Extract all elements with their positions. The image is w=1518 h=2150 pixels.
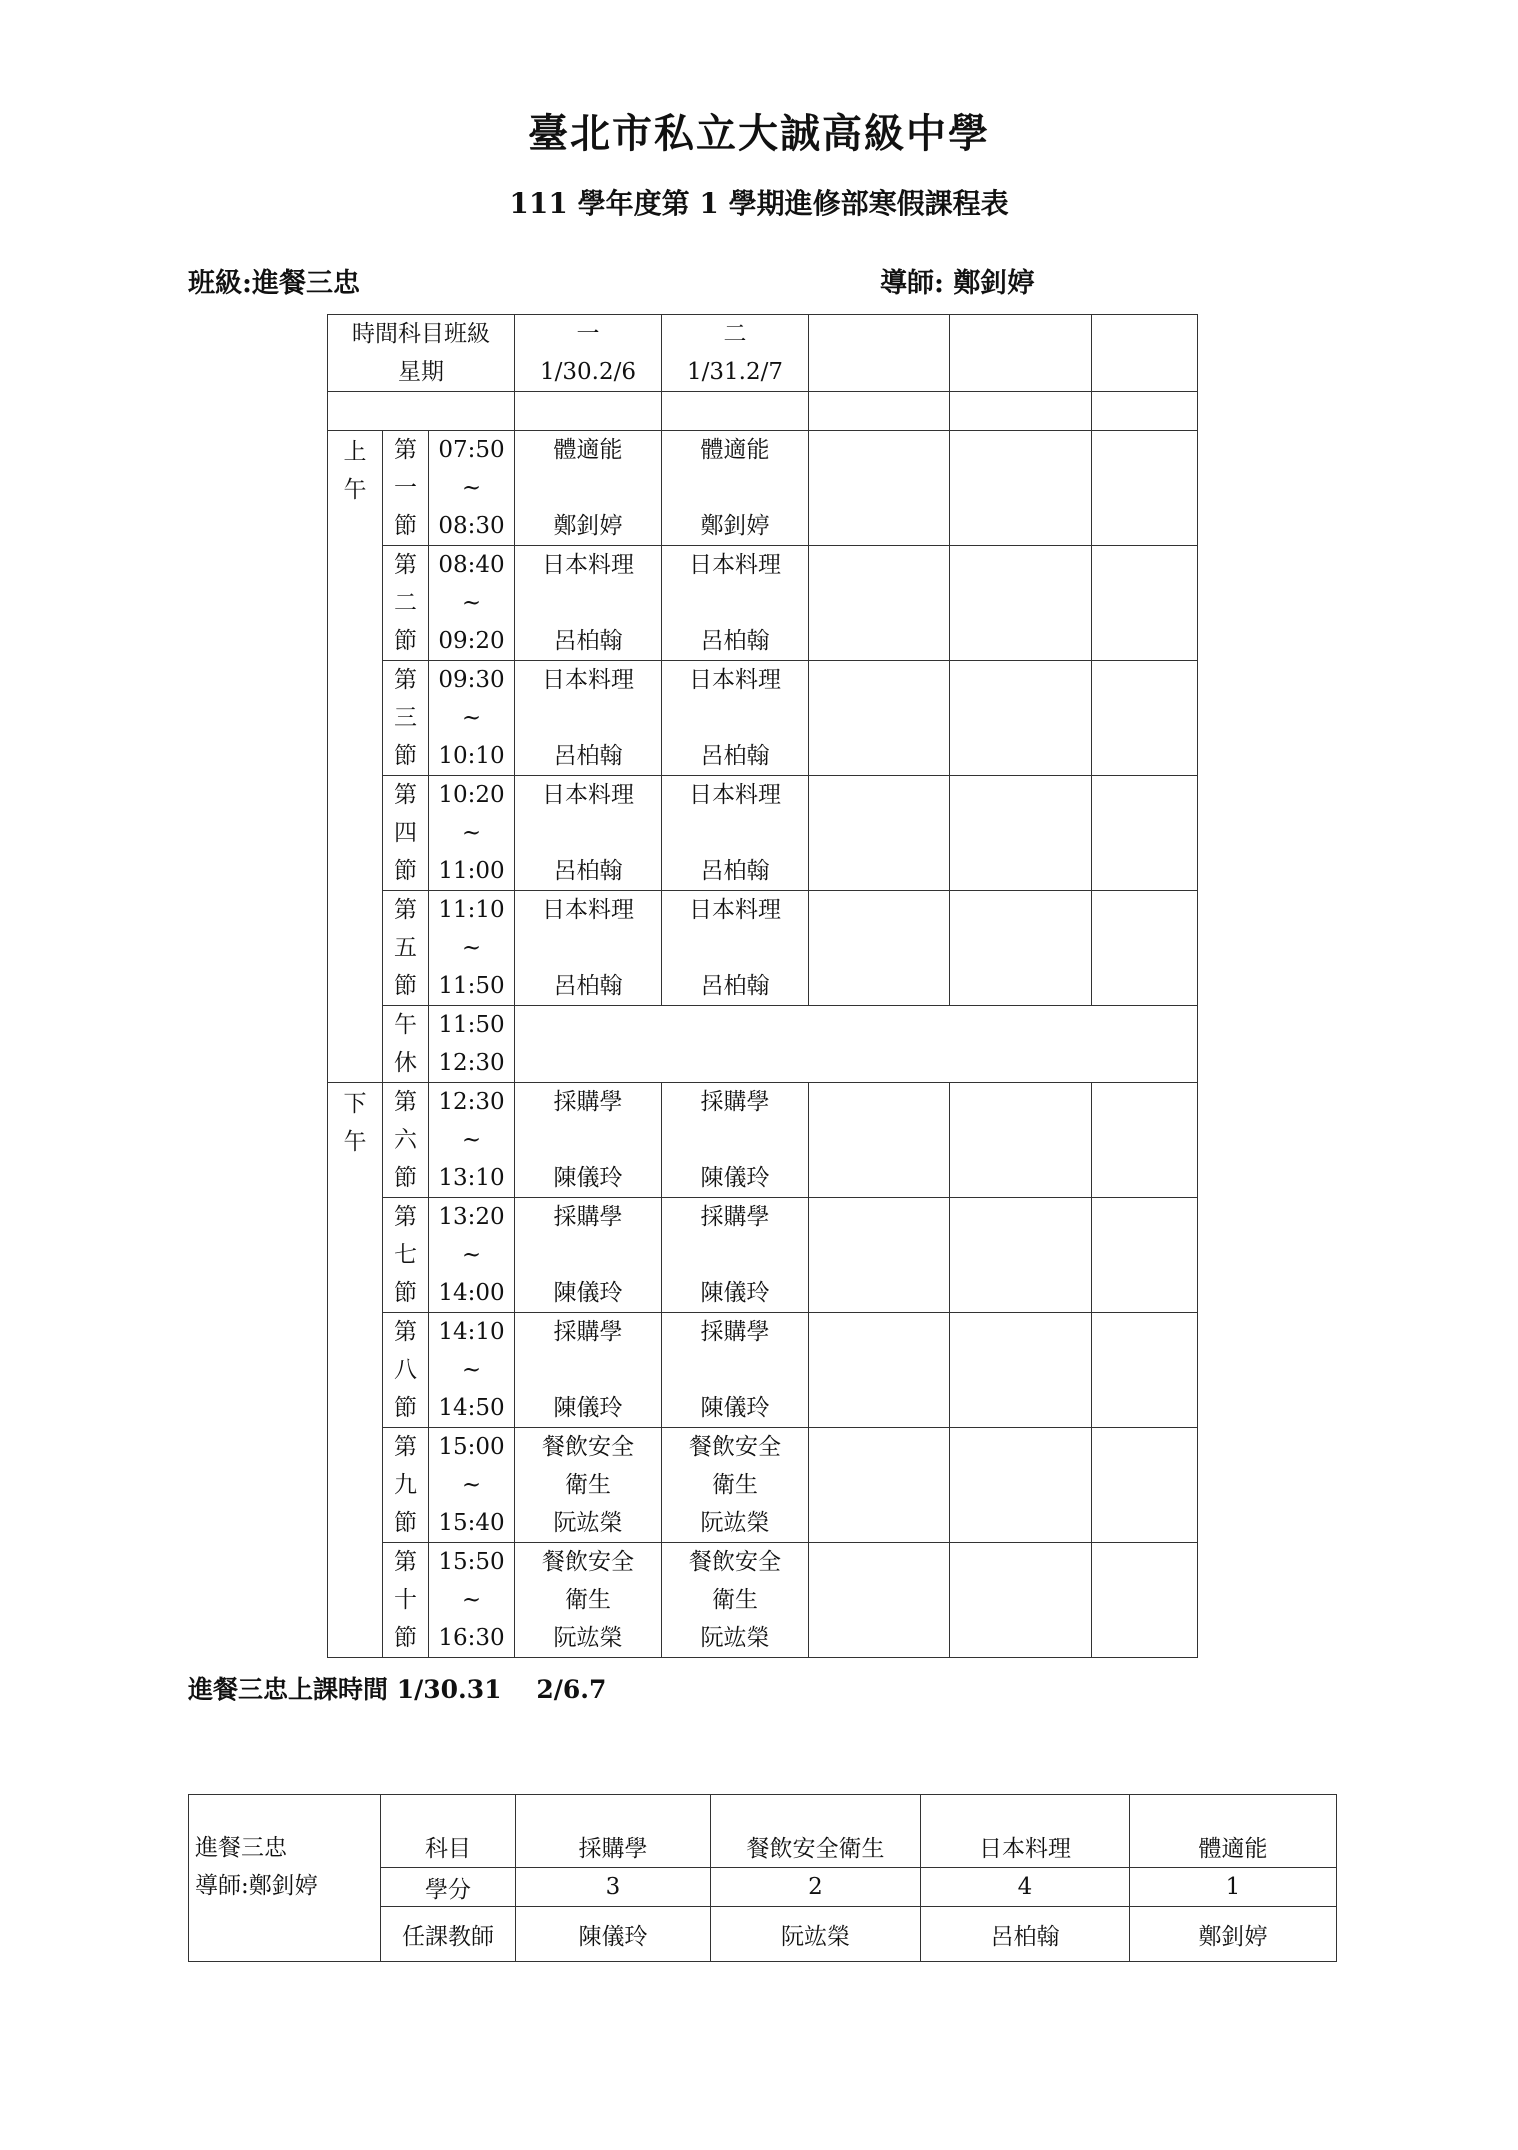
class-cell: 採購學 陳儀玲 <box>515 1313 662 1428</box>
period-time <box>429 661 515 776</box>
period-row <box>328 1428 1198 1543</box>
period-name: 第 五 節 <box>383 891 429 1006</box>
period-tilde: ~ <box>461 1242 482 1268</box>
period-tilde: ~ <box>461 1587 482 1613</box>
class-cell: 體適能 鄭釗婷 <box>662 431 809 546</box>
summary-subject: 採購學 <box>516 1795 711 1868</box>
period-time <box>429 546 515 661</box>
summary-credits: 3 <box>516 1868 711 1907</box>
period-time <box>429 776 515 891</box>
period-end: 13:10 <box>438 1165 505 1191</box>
period-row <box>328 1313 1198 1428</box>
corner-bottom-label: 星期 <box>398 359 444 385</box>
class-cell: 餐飲安全 衛生 阮竑榮 <box>515 1543 662 1658</box>
period-tilde: ~ <box>461 935 482 961</box>
summary-teacher: 陳儀玲 <box>516 1907 711 1962</box>
period-tilde: ~ <box>461 1127 482 1153</box>
summary-row-subjects <box>189 1795 1337 1868</box>
summary-subject: 體適能 <box>1130 1795 1337 1868</box>
class-cell: 採購學 陳儀玲 <box>662 1198 809 1313</box>
period-name: 第 七 節 <box>383 1198 429 1313</box>
summary-teacher: 呂柏翰 <box>921 1907 1130 1962</box>
class-cell: 日本料理 呂柏翰 <box>662 661 809 776</box>
summary-table <box>188 1794 1337 1962</box>
summary-subject: 日本料理 <box>921 1795 1130 1868</box>
lunch-label: 午 休 <box>383 1006 429 1083</box>
class-cell: 採購學 陳儀玲 <box>662 1083 809 1198</box>
period-end: 14:00 <box>438 1280 505 1306</box>
summary-credits: 4 <box>921 1868 1130 1907</box>
half-day-label: 上 午 <box>328 431 383 1083</box>
period-end: 16:30 <box>438 1625 505 1651</box>
summary-teacher: 鄭釗婷 <box>1130 1907 1337 1962</box>
period-name: 第 二 節 <box>383 546 429 661</box>
period-start: 11:10 <box>438 897 505 923</box>
period-time <box>429 1313 515 1428</box>
period-tilde: ~ <box>461 1472 482 1498</box>
period-row <box>328 546 1198 661</box>
class-label: 班級:進餐三忠 <box>188 268 360 299</box>
period-end: 14:50 <box>438 1395 505 1421</box>
class-cell: 日本料理 呂柏翰 <box>662 891 809 1006</box>
empty-day-header <box>809 315 950 392</box>
class-cell: 日本料理 呂柏翰 <box>515 661 662 776</box>
period-time <box>429 431 515 546</box>
period-row <box>328 1083 1198 1198</box>
period-row <box>328 1198 1198 1313</box>
period-time <box>429 1428 515 1543</box>
summary-class-name: 進餐三忠 <box>195 1835 287 1861</box>
half-day-label: 下 午 <box>328 1083 383 1658</box>
period-end: 11:00 <box>438 858 505 884</box>
document-subtitle: 111 學年度第 1 學期進修部寒假課程表 <box>509 187 1009 220</box>
class-cell: 餐飲安全 衛生 阮竑榮 <box>662 1543 809 1658</box>
mentor-label: 導師: 鄭釗婷 <box>880 268 1035 299</box>
class-cell: 日本料理 呂柏翰 <box>515 546 662 661</box>
period-start: 15:50 <box>438 1549 505 1575</box>
class-cell: 採購學 陳儀玲 <box>515 1083 662 1198</box>
period-row <box>328 1543 1198 1658</box>
lunch-span <box>515 1006 1198 1083</box>
period-start: 07:50 <box>438 437 505 463</box>
period-time <box>429 1198 515 1313</box>
class-cell: 日本料理 呂柏翰 <box>515 891 662 1006</box>
period-tilde: ~ <box>461 820 482 846</box>
day-weekday: 一 <box>576 321 600 347</box>
class-cell: 餐飲安全 衛生 阮竑榮 <box>515 1428 662 1543</box>
period-end: 09:20 <box>438 628 505 654</box>
class-cell: 採購學 陳儀玲 <box>515 1198 662 1313</box>
corner-top-label: 時間科目班級 <box>352 321 490 347</box>
summary-label-credits: 學分 <box>381 1868 516 1907</box>
day-dates: 1/31.2/7 <box>687 359 783 385</box>
period-tilde: ~ <box>461 475 482 501</box>
summary-credits: 2 <box>711 1868 921 1907</box>
schedule-table <box>327 314 1198 1658</box>
corner-header <box>328 315 515 392</box>
period-name: 第 一 節 <box>383 431 429 546</box>
summary-label-subject: 科目 <box>381 1795 516 1868</box>
period-start: 09:30 <box>438 667 505 693</box>
summary-subject: 餐飲安全衛生 <box>711 1795 921 1868</box>
period-tilde: ~ <box>461 705 482 731</box>
period-row <box>328 431 1198 546</box>
period-end: 08:30 <box>438 513 505 539</box>
class-cell: 餐飲安全 衛生 阮竑榮 <box>662 1428 809 1543</box>
class-cell: 日本料理 呂柏翰 <box>662 546 809 661</box>
period-name: 第 十 節 <box>383 1543 429 1658</box>
class-cell: 日本料理 呂柏翰 <box>515 776 662 891</box>
period-row <box>328 891 1198 1006</box>
day-header <box>662 315 809 392</box>
period-name: 第 九 節 <box>383 1428 429 1543</box>
period-start: 14:10 <box>438 1319 505 1345</box>
period-end: 10:10 <box>438 743 505 769</box>
period-end: 11:50 <box>438 973 505 999</box>
summary-class-cell <box>189 1795 381 1962</box>
summary-teacher: 阮竑榮 <box>711 1907 921 1962</box>
school-title: 臺北市私立大誠高級中學 <box>528 110 990 157</box>
period-start: 12:30 <box>438 1089 505 1115</box>
period-row <box>328 661 1198 776</box>
day-dates: 1/30.2/6 <box>540 359 636 385</box>
period-end: 15:40 <box>438 1510 505 1536</box>
period-tilde: ~ <box>461 1357 482 1383</box>
day-weekday: 二 <box>723 321 747 347</box>
period-row <box>328 776 1198 891</box>
class-cell: 日本料理 呂柏翰 <box>662 776 809 891</box>
period-start: 13:20 <box>438 1204 505 1230</box>
period-start: 08:40 <box>438 552 505 578</box>
period-time <box>429 891 515 1006</box>
period-time <box>429 1543 515 1658</box>
class-cell: 採購學 陳儀玲 <box>662 1313 809 1428</box>
period-name: 第 三 節 <box>383 661 429 776</box>
period-start: 15:00 <box>438 1434 505 1460</box>
class-cell: 體適能 鄭釗婷 <box>515 431 662 546</box>
day-header <box>515 315 662 392</box>
class-time-note: 進餐三忠上課時間 1/30.31 2/6.7 <box>188 1675 607 1704</box>
empty-day-header <box>1092 315 1198 392</box>
summary-credits: 1 <box>1130 1868 1337 1907</box>
period-time <box>429 1083 515 1198</box>
empty-day-header <box>950 315 1092 392</box>
period-start: 10:20 <box>438 782 505 808</box>
spacer-row <box>328 392 1198 431</box>
header-row <box>328 315 1198 392</box>
period-tilde: ~ <box>461 590 482 616</box>
period-name: 第 四 節 <box>383 776 429 891</box>
period-name: 第 六 節 <box>383 1083 429 1198</box>
period-name: 第 八 節 <box>383 1313 429 1428</box>
summary-mentor: 導師:鄭釗婷 <box>195 1873 318 1899</box>
summary-label-teacher: 任課教師 <box>381 1907 516 1962</box>
lunch-row <box>328 1006 1198 1083</box>
lunch-time: 11:50 12:30 <box>429 1006 515 1083</box>
